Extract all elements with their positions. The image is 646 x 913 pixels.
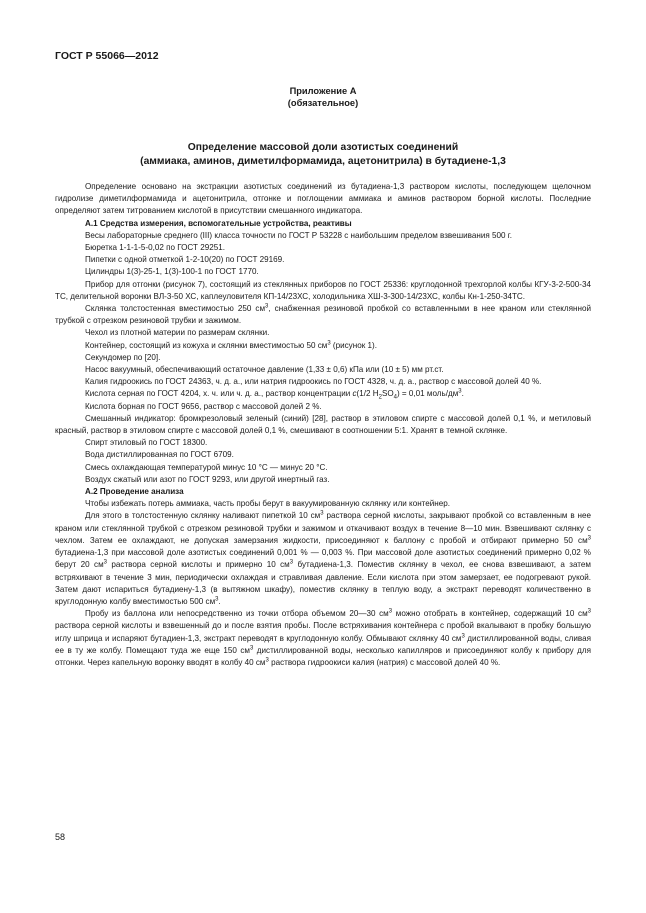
section-title-line-1: Определение массовой доли азотистых соединений xyxy=(187,142,459,153)
paragraph: Пробу из баллона или непосредственно из точки отбора объемом 20—30 $см^3$ можно отобрать в контейнер, содержащий 10 $см^3$ раствора серной кислоты и взвешенный до и после взятия пробы. После встряхивания контейнера с пробой вкалывают в пробку большую иглу шприца и испаряют бутадиен-1,3, экстракт переводят в круглодонную колбу. Обмывают склянку 40 $см^3$ дистиллированной воды, сливая ее в ту же колбу. Помещают туда же еще 150 $см^3$ дистиллированной воды, несколько капилляров и присоединяют колбу к прибору для отгонки. Через капельную воронку вводят в колбу 40 $см^3$ раствора гидроокиси калия (натрия) с массовой долей 40 %. xyxy=(55,608,592,667)
section-title-line-2: (аммиака, аминов, диметилформамида, ацетонитрила) в бутадиене-1,3 xyxy=(140,156,506,167)
paragraph: Весы лабораторные среднего (III) класса точности по ГОСТ Р 53228 с наибольшим пределом взвешивания 500 г. xyxy=(85,230,512,240)
paragraph: Смешанный индикатор: бромкрезоловый зеленый (синий) [28], раствор в этиловом спирте с массовой долей 0,1 %, и метиловый красный, раствор в этиловом спирте с массовой долей 0,1 %, смешивают в соотношении 5:1. Хранят в темной склянке. xyxy=(55,413,591,436)
paragraph: Контейнер, состоящий из кожуха и склянки вместимостью 50 $см^3$ (рисунок 1). xyxy=(85,339,377,350)
paragraph: Склянка толстостенная вместимостью 250 $см^3$, снабженная резиновой пробкой со вставленными в нее краном или стеклянной трубкой с отрезком резиновой трубки и зажимом. xyxy=(55,303,591,326)
page-number: 58 xyxy=(55,832,66,842)
document-body xyxy=(55,181,591,669)
appendix-title: Приложение А xyxy=(289,86,357,96)
appendix-status: (обязательное) xyxy=(287,98,359,108)
section-heading: А.2 Проведение анализа xyxy=(85,487,184,497)
paragraph: Определение основано на экстракции азотистых соединений из бутадиена-1,3 раствором кислоты, последующем щелочном гидролизе диметилформамида и ацетонитрила, отгонке и поглощении аммиака и аминов раствором борной кислоты. Последние определяют затем титрованием кислотой в присутствии смешанного индикатора. xyxy=(55,182,591,216)
paragraph: Смесь охлаждающая температурой минус 10 °С — минус 20 °С. xyxy=(85,462,328,472)
paragraph: Спирт этиловый по ГОСТ 18300. xyxy=(85,438,208,448)
paragraph: Чтобы избежать потерь аммиака, часть пробы берут в вакуумированную склянку или контейнер. xyxy=(85,499,451,509)
paragraph: Для этого в толстостенную склянку наливают пипеткой 10 $см^3$ раствора серной кислоты, закрывают пробкой со вставленным в нее краном или стеклянной трубкой с отрезком резиновой трубки и зажимом и откачивают воздух в течение 8—10 мин. Взвешивают склянку с чехлом. Затем ее охлаждают, не допуская замерзания жидкости, присоединяют к баллону с пробой и отбирают примерно 50 $см^3$ бутадиена-1,3 при массовой доле азотистых соединений 0,001 % — 0,003 %. При массовой доле азотистых соединений примерно 0,02 % берут 20 $см^3$ раствора серной кислоты и примерно 10 $см^3$ бутадиена-1,3. Поместив склянку в чехол, ее снова взвешивают, а затем встряхивают в течение 3 мин, периодически охлаждая и стравливая давление. Если кислота при этом замерзает, ее подогревают рукой. Затем дают испариться бутадиену-1,3 (в вытяжном шкафу), поместив склянку в теплую воду, а экстракт переводят количественно в круглодонную колбу вместимостью 500 $см^3$. xyxy=(55,510,591,606)
paragraph: Кислота серная по ГОСТ 4204, х. ч. или ч. д. а., раствор концентрации c(1/2 $H_2SO_4) = 0,01$ моль/$дм^3$. xyxy=(85,388,464,402)
standard-header: ГОСТ Р 55066—2012 xyxy=(55,50,159,62)
paragraph: Цилиндры 1(3)-25-1, 1(3)-100-1 по ГОСТ 1770. xyxy=(85,267,259,277)
paragraph: Кислота борная по ГОСТ 9656, раствор с массовой долей 2 %. xyxy=(85,401,322,411)
paragraph: Чехол из плотной материи по размерам склянки. xyxy=(85,328,270,338)
paragraph: Воздух сжатый или азот по ГОСТ 9293, или другой инертный газ. xyxy=(85,474,330,484)
paragraph: Насос вакуумный, обеспечивающий остаточное давление (1,33 ± 0,6) кПа или (10 ± 5) мм рт.ст. xyxy=(85,365,444,375)
section-heading: А.1 Средства измерения, вспомогательные устройства, реактивы xyxy=(85,218,352,228)
paragraph: Секундомер по [20]. xyxy=(85,352,161,362)
paragraph: Калия гидроокись по ГОСТ 24363, ч. д. а., или натрия гидроокись по ГОСТ 4328, ч. д. а., раствор с массовой долей 40 %. xyxy=(85,377,542,387)
paragraph: Пипетки с одной отметкой 1-2-10(20) по ГОСТ 29169. xyxy=(85,255,285,265)
paragraph: Бюретка 1-1-1-5-0,02 по ГОСТ 29251. xyxy=(85,243,225,253)
paragraph: Вода дистиллированная по ГОСТ 6709. xyxy=(85,450,234,460)
paragraph: Прибор для отгонки (рисунок 7), состоящий из стеклянных приборов по ГОСТ 25336: круглодонной трехгорлой колбы КГУ-3-2-500-34 ТС, делительной воронки ВЛ-3-50 ХС, каплеуловителя КП-14/23ХС, холодильника ХШ-3-300-14/23ХС, колбы Кн-1-250-34ТС. xyxy=(55,279,591,301)
